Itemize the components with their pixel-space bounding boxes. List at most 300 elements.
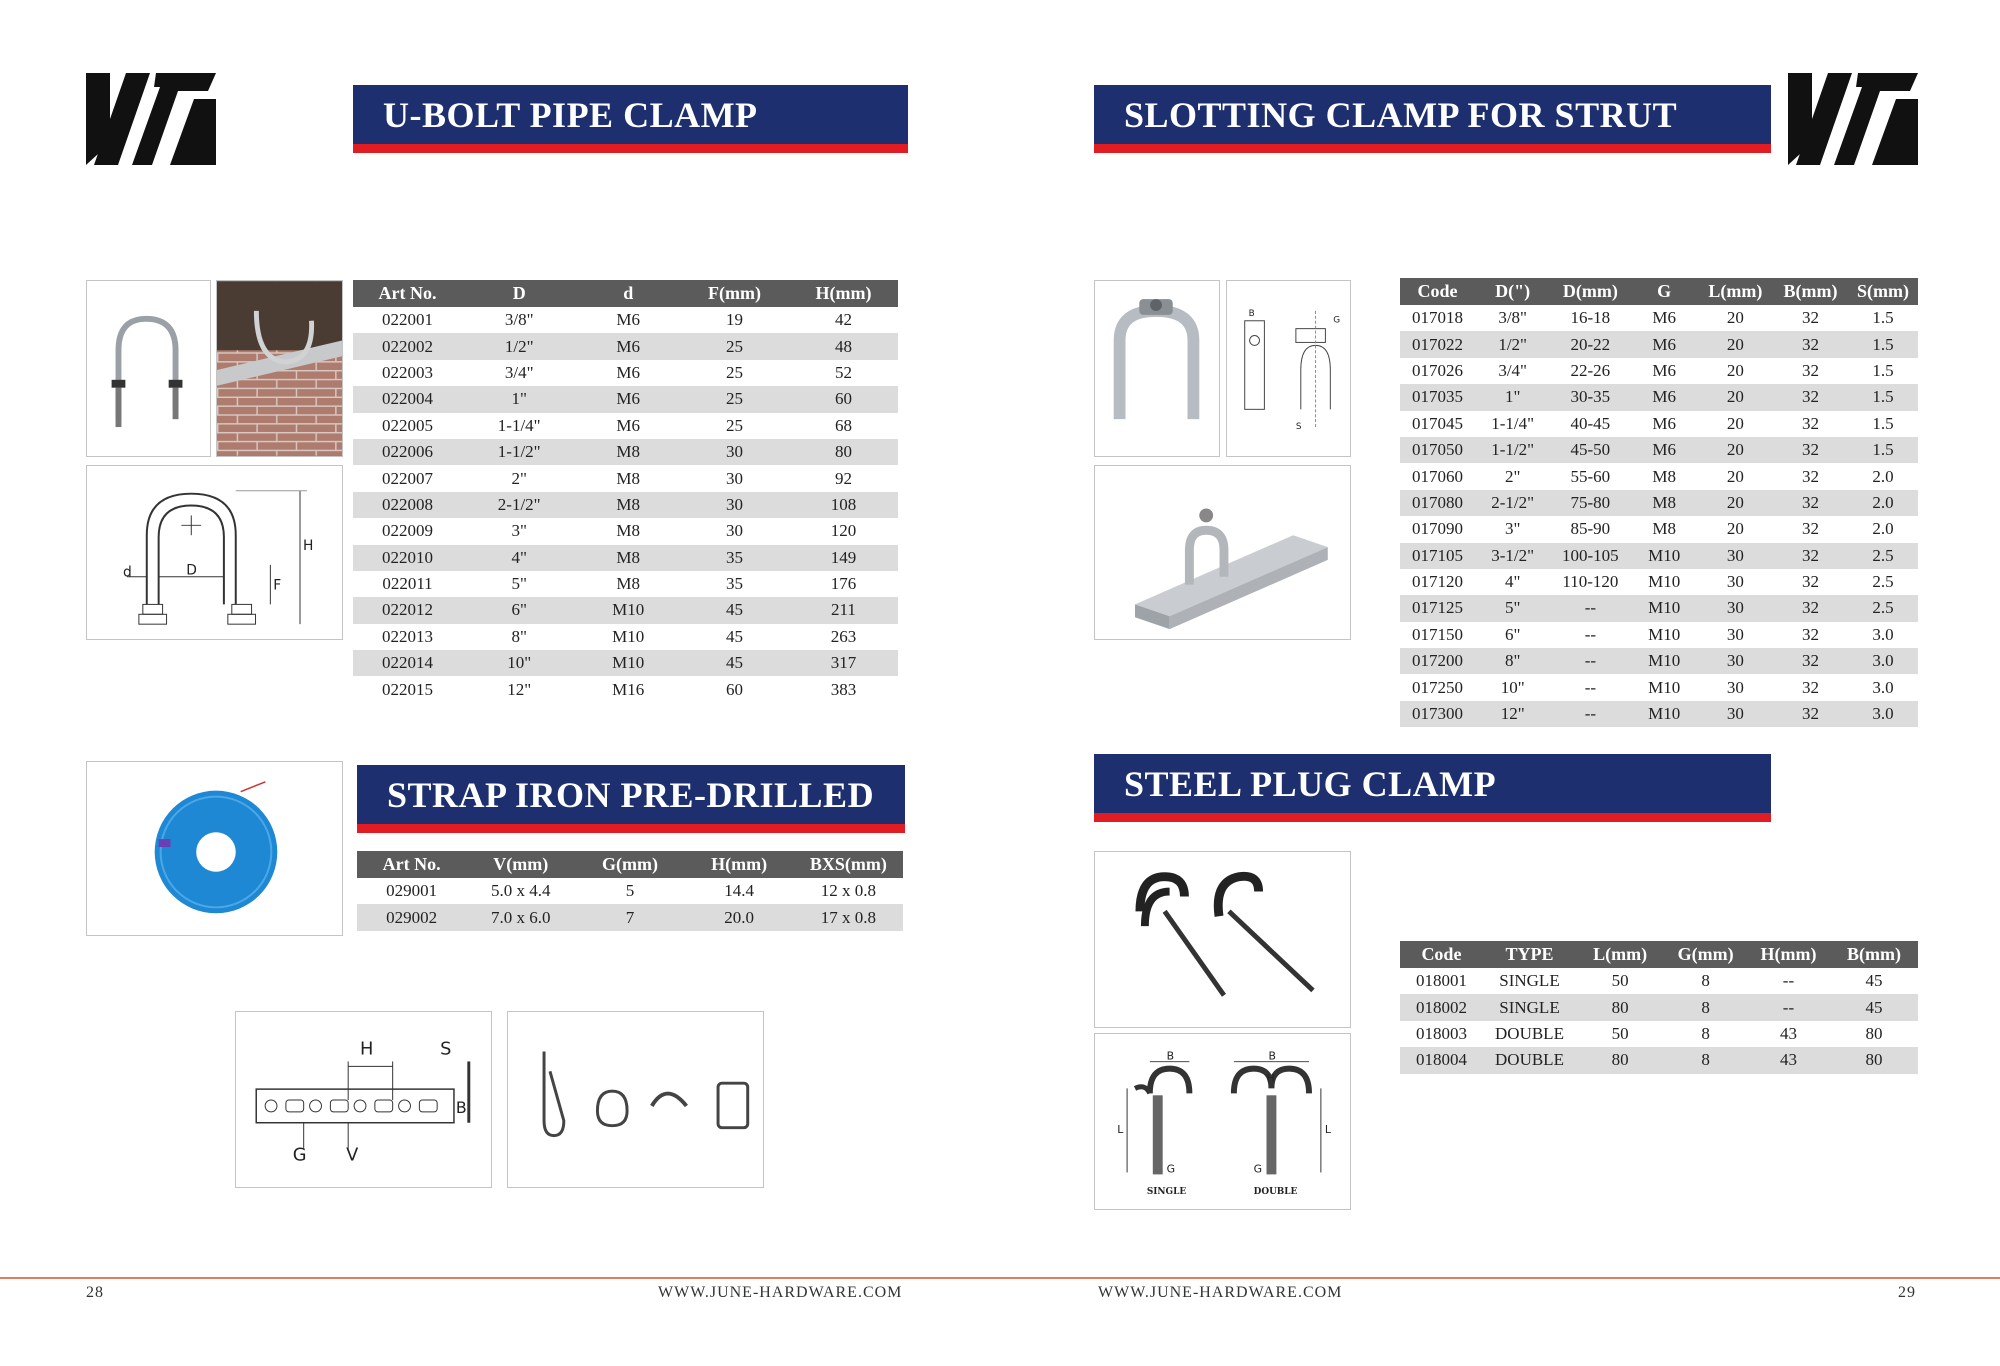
table-cell: 022013 xyxy=(382,626,433,646)
ubolt-section-title: U-BOLT PIPE CLAMP xyxy=(353,85,908,153)
table-cell: 1.5 xyxy=(1872,360,1894,380)
table-row xyxy=(1400,595,1918,621)
table-cell: 317 xyxy=(789,650,898,676)
table-cell: 32 xyxy=(1801,466,1819,486)
table-cell: 108 xyxy=(789,492,898,518)
table-cell: 1/2" xyxy=(1475,331,1550,357)
table-cell: 12 x 0.8 xyxy=(820,881,876,901)
plug-clamp-photo xyxy=(1094,851,1351,1028)
table-cell: SINGLE xyxy=(1499,971,1560,991)
table-cell: 1/2" xyxy=(462,333,576,359)
table-cell: 022003 xyxy=(382,362,433,382)
slotting-label-S: S xyxy=(1295,422,1302,433)
table-cell: 149 xyxy=(789,545,898,571)
table-cell: 022004 xyxy=(353,386,462,412)
table-cell: 1.5 xyxy=(1848,384,1918,410)
table-cell: 45 xyxy=(1865,971,1883,991)
table-cell: 017050 xyxy=(1400,437,1475,463)
strap-label-G: G xyxy=(292,1144,307,1166)
table-cell: M6 xyxy=(1631,384,1698,410)
table-cell: 022015 xyxy=(382,679,433,699)
table-cell: 1-1/2" xyxy=(462,439,576,465)
table-cell: 12" xyxy=(1475,701,1550,727)
column-header: L(mm) xyxy=(1576,941,1664,968)
table-cell: 3/8" xyxy=(1498,308,1527,328)
table-cell: 35 xyxy=(680,545,789,571)
column-header: G(mm) xyxy=(575,851,684,878)
table-cell: M8 xyxy=(576,545,680,571)
table-row xyxy=(353,545,898,571)
table-cell: M10 xyxy=(1648,572,1681,592)
table-cell: 3.0 xyxy=(1848,701,1918,727)
column-header: H(mm) xyxy=(685,851,794,878)
column-header: D(") xyxy=(1475,278,1550,305)
table-cell: 018001 xyxy=(1415,971,1467,991)
table-cell: 43 xyxy=(1747,1047,1830,1073)
table-row xyxy=(1400,968,1918,994)
plug-label-B-double: B xyxy=(1268,1049,1276,1063)
table-cell: M8 xyxy=(616,468,641,488)
table-cell: 32 xyxy=(1801,519,1819,539)
table-cell: 75-80 xyxy=(1550,490,1630,516)
ubolt-label-F: F xyxy=(273,577,282,594)
table-cell: 018003 xyxy=(1415,1023,1467,1043)
table-header-row xyxy=(1400,941,1918,968)
table-cell: 017060 xyxy=(1412,466,1464,486)
table-cell: 100-105 xyxy=(1550,543,1630,569)
table-cell: 48 xyxy=(789,333,898,359)
column-header: B(mm) xyxy=(1773,278,1848,305)
table-cell: 25 xyxy=(725,415,743,435)
table-cell: 022010 xyxy=(353,545,462,571)
table-cell: -- xyxy=(1782,971,1795,991)
table-cell: -- xyxy=(1550,595,1630,621)
table-cell: 3/4" xyxy=(504,362,534,382)
table-cell: 17 x 0.8 xyxy=(794,904,903,930)
strap-application-diagram xyxy=(507,1011,764,1188)
table-cell: M8 xyxy=(1652,519,1676,539)
slotting-technical-drawing xyxy=(1226,280,1351,457)
table-cell: 3.0 xyxy=(1848,648,1918,674)
table-cell: M10 xyxy=(1631,543,1698,569)
table-row xyxy=(1400,622,1918,648)
table-row xyxy=(357,878,903,904)
table-cell: 022005 xyxy=(382,415,433,435)
slotting-clamp-photo xyxy=(1094,280,1220,457)
table-cell: 022011 xyxy=(382,574,433,594)
table-row xyxy=(1400,411,1918,437)
table-cell: 60 xyxy=(789,386,898,412)
table-cell: -- xyxy=(1550,701,1630,727)
plug-label-single: SINGLE xyxy=(1146,1187,1187,1198)
table-cell: 1" xyxy=(1475,384,1550,410)
table-cell: 1.5 xyxy=(1872,308,1894,328)
table-cell: 017035 xyxy=(1400,384,1475,410)
column-header: D xyxy=(462,280,576,307)
table-cell: 14.4 xyxy=(724,881,755,901)
table-row xyxy=(353,465,898,491)
plug-label-double: DOUBLE xyxy=(1253,1187,1298,1198)
table-cell: M6 xyxy=(616,310,641,330)
table-cell: 30 xyxy=(1698,595,1773,621)
table-cell: 1.5 xyxy=(1872,413,1894,433)
table-row xyxy=(353,307,898,333)
table-cell: 20 xyxy=(1726,308,1744,328)
table-row xyxy=(1400,543,1918,569)
table-cell: 2.0 xyxy=(1848,490,1918,516)
brand-logo-right xyxy=(1788,73,1918,165)
table-row xyxy=(1400,569,1918,595)
table-cell: 6" xyxy=(462,597,576,623)
table-cell: 5.0 x 4.4 xyxy=(491,881,551,901)
table-cell: 8" xyxy=(511,626,527,646)
table-cell: -- xyxy=(1747,994,1830,1020)
column-header: F(mm) xyxy=(680,280,789,307)
table-cell: 30 xyxy=(1726,624,1744,644)
table-row xyxy=(353,597,898,623)
table-cell: 30 xyxy=(725,521,743,541)
table-cell: 60 xyxy=(725,679,743,699)
page-number-left: 28 xyxy=(86,1284,104,1301)
column-header: H(mm) xyxy=(789,280,898,307)
table-cell: 176 xyxy=(830,574,857,594)
table-cell: 017022 xyxy=(1400,331,1475,357)
column-header: BXS(mm) xyxy=(794,851,903,878)
table-header-row xyxy=(357,851,903,878)
table-cell: 2.5 xyxy=(1848,543,1918,569)
table-row xyxy=(1400,648,1918,674)
table-cell: 20 xyxy=(1726,466,1744,486)
table-cell: 30 xyxy=(1726,677,1744,697)
table-cell: 20 xyxy=(1726,519,1744,539)
table-cell: 45 xyxy=(725,626,743,646)
table-row xyxy=(353,386,898,412)
table-cell: M8 xyxy=(576,439,680,465)
table-cell: 30 xyxy=(725,468,743,488)
table-row xyxy=(353,676,898,702)
table-cell: 32 xyxy=(1801,308,1819,328)
table-cell: 20 xyxy=(1698,490,1773,516)
table-cell: 017018 xyxy=(1412,308,1464,328)
table-cell: 80 xyxy=(1865,1023,1883,1043)
column-header: Art No. xyxy=(357,851,466,878)
table-cell: 3.0 xyxy=(1872,624,1894,644)
table-cell: 022008 xyxy=(353,492,462,518)
table-cell: 2-1/2" xyxy=(462,492,576,518)
table-cell: 20 xyxy=(1726,413,1744,433)
table-cell: 383 xyxy=(830,679,857,699)
table-cell: M6 xyxy=(616,415,641,435)
table-row xyxy=(353,333,898,359)
table-cell: 32 xyxy=(1801,572,1819,592)
table-cell: M8 xyxy=(616,574,641,594)
table-cell: 029002 xyxy=(357,904,466,930)
table-cell: 8" xyxy=(1475,648,1550,674)
table-cell: 8 xyxy=(1664,1047,1747,1073)
table-cell: 32 xyxy=(1773,331,1848,357)
table-cell: 1" xyxy=(462,386,576,412)
ubolt-photo xyxy=(86,280,211,457)
table-cell: 43 xyxy=(1779,1023,1797,1043)
table-cell: 2.5 xyxy=(1848,595,1918,621)
slotting-label-B: B xyxy=(1248,308,1255,319)
table-cell: M8 xyxy=(616,521,641,541)
table-cell: 25 xyxy=(680,333,789,359)
table-cell: 3" xyxy=(1504,519,1521,539)
ubolt-dimension-diagram xyxy=(86,465,343,640)
website-right: WWW.JUNE-HARDWARE.COM xyxy=(1098,1284,1343,1301)
table-cell: 2" xyxy=(1504,466,1521,486)
table-cell: M8 xyxy=(1631,490,1698,516)
table-cell: 20 xyxy=(1698,384,1773,410)
table-cell: 32 xyxy=(1773,648,1848,674)
brand-logo-left xyxy=(86,73,216,165)
ubolt-spec-table xyxy=(353,280,898,703)
table-cell: 32 xyxy=(1773,543,1848,569)
table-row xyxy=(1400,490,1918,516)
table-cell: 45 xyxy=(680,650,789,676)
table-cell: 5 xyxy=(625,881,635,901)
table-row xyxy=(1400,994,1918,1020)
table-row xyxy=(353,571,898,597)
table-row xyxy=(1400,437,1918,463)
table-cell: 50 xyxy=(1611,971,1629,991)
table-cell: M6 xyxy=(616,362,641,382)
table-cell: 017045 xyxy=(1412,413,1464,433)
table-cell: 7 xyxy=(575,904,684,930)
table-cell: 1-1/4" xyxy=(1491,413,1535,433)
table-cell: 3-1/2" xyxy=(1475,543,1550,569)
table-cell: 263 xyxy=(830,626,857,646)
table-cell: 2.0 xyxy=(1872,519,1894,539)
slotting-label-G: G xyxy=(1333,315,1341,326)
table-row xyxy=(1400,674,1918,700)
table-cell: 32 xyxy=(1773,437,1848,463)
table-row xyxy=(1400,384,1918,410)
plug-label-L-double: L xyxy=(1324,1122,1331,1136)
table-cell: 92 xyxy=(834,468,852,488)
table-row xyxy=(1400,331,1918,357)
plug-label-G-double: G xyxy=(1253,1162,1263,1176)
table-cell: 017150 xyxy=(1412,624,1464,644)
table-cell: 017125 xyxy=(1400,595,1475,621)
plug-label-H: H xyxy=(1266,1071,1275,1085)
table-cell: 30 xyxy=(680,492,789,518)
table-cell: 40-45 xyxy=(1570,413,1611,433)
table-cell: M10 xyxy=(612,626,645,646)
table-cell: M10 xyxy=(1631,701,1698,727)
table-cell: 55-60 xyxy=(1570,466,1611,486)
table-cell: 25 xyxy=(725,362,743,382)
table-cell: 8 xyxy=(1664,994,1747,1020)
slotting-spec-table xyxy=(1400,278,1918,727)
table-cell: 2" xyxy=(511,468,527,488)
table-cell: 2-1/2" xyxy=(1475,490,1550,516)
table-row xyxy=(353,492,898,518)
table-cell: 2.0 xyxy=(1872,466,1894,486)
table-cell: 32 xyxy=(1801,624,1819,644)
table-cell: 018004 xyxy=(1400,1047,1483,1073)
plug-label-B-single: B xyxy=(1166,1049,1175,1063)
table-cell: 68 xyxy=(834,415,852,435)
table-cell: 32 xyxy=(1801,413,1819,433)
table-cell: 30 xyxy=(1698,648,1773,674)
table-cell: 45-50 xyxy=(1550,437,1630,463)
table-cell: 1-1/4" xyxy=(497,415,541,435)
strap-iron-roll-photo xyxy=(86,761,343,936)
table-cell: M10 xyxy=(1648,677,1681,697)
table-row xyxy=(353,360,898,386)
table-cell: 3/4" xyxy=(1498,360,1527,380)
table-cell: 12" xyxy=(507,679,532,699)
table-cell: 017105 xyxy=(1400,543,1475,569)
table-cell: 018002 xyxy=(1400,994,1483,1020)
plug-section-title: STEEL PLUG CLAMP xyxy=(1094,754,1771,822)
table-cell: -- xyxy=(1584,624,1597,644)
table-cell: 017090 xyxy=(1412,519,1464,539)
table-cell: 30 xyxy=(680,439,789,465)
table-row xyxy=(1400,305,1918,331)
column-header: S(mm) xyxy=(1848,278,1918,305)
table-cell: 80 xyxy=(1576,1047,1664,1073)
table-header-row xyxy=(1400,278,1918,305)
table-row xyxy=(357,904,903,930)
plug-label-L-single: L xyxy=(1117,1122,1124,1136)
table-cell: 30-35 xyxy=(1550,384,1630,410)
strap-label-B: B xyxy=(455,1097,467,1117)
table-row xyxy=(1400,358,1918,384)
table-cell: 52 xyxy=(834,362,852,382)
table-cell: M8 xyxy=(1652,466,1676,486)
table-cell: 32 xyxy=(1773,701,1848,727)
table-cell: M10 xyxy=(576,597,680,623)
table-cell: 022001 xyxy=(382,310,433,330)
table-cell: 45 xyxy=(680,597,789,623)
table-cell: M6 xyxy=(1631,331,1698,357)
table-cell: M6 xyxy=(1652,413,1676,433)
column-header: V(mm) xyxy=(466,851,575,878)
table-cell: M10 xyxy=(1631,648,1698,674)
website-left: WWW.JUNE-HARDWARE.COM xyxy=(658,1284,903,1301)
ubolt-label-D: D xyxy=(186,562,197,579)
table-cell: M6 xyxy=(1631,437,1698,463)
table-cell: 7.0 x 6.0 xyxy=(466,904,575,930)
table-cell: 017200 xyxy=(1400,648,1475,674)
table-cell: 10" xyxy=(462,650,576,676)
column-header: D(mm) xyxy=(1550,278,1630,305)
table-cell: 1-1/2" xyxy=(1475,437,1550,463)
strap-label-H: H xyxy=(360,1038,374,1060)
table-cell: 110-120 xyxy=(1562,572,1619,592)
table-cell: DOUBLE xyxy=(1495,1023,1564,1043)
table-cell: M6 xyxy=(576,386,680,412)
slotting-section-title: SLOTTING CLAMP FOR STRUT xyxy=(1094,85,1771,153)
table-cell: 120 xyxy=(830,521,857,541)
table-row xyxy=(1400,1021,1918,1047)
table-cell: 022014 xyxy=(353,650,462,676)
table-cell: 32 xyxy=(1801,677,1819,697)
table-cell: -- xyxy=(1550,648,1630,674)
table-row xyxy=(353,413,898,439)
ubolt-installation-photo xyxy=(216,280,343,457)
strap-spec-table xyxy=(357,851,903,931)
table-cell: M8 xyxy=(576,492,680,518)
table-cell: 32 xyxy=(1773,595,1848,621)
table-cell: M10 xyxy=(576,650,680,676)
table-cell: 1.5 xyxy=(1848,437,1918,463)
table-cell: 20 xyxy=(1698,331,1773,357)
table-cell: 2.5 xyxy=(1872,572,1894,592)
table-row xyxy=(1400,701,1918,727)
table-cell: 22-26 xyxy=(1570,360,1611,380)
table-cell: 20 xyxy=(1698,437,1773,463)
table-cell: 45 xyxy=(1830,994,1918,1020)
table-cell: 80 xyxy=(789,439,898,465)
table-cell: 017300 xyxy=(1400,701,1475,727)
page-number-right: 29 xyxy=(1898,1284,1916,1301)
table-cell: 022006 xyxy=(353,439,462,465)
strap-label-S: S xyxy=(440,1038,452,1060)
table-cell: 017080 xyxy=(1400,490,1475,516)
table-cell: 30 xyxy=(1698,543,1773,569)
table-cell: 017120 xyxy=(1412,572,1464,592)
table-cell: 35 xyxy=(725,574,743,594)
column-header: d xyxy=(576,280,680,307)
table-cell: 022002 xyxy=(353,333,462,359)
table-cell: 20.0 xyxy=(685,904,794,930)
slotting-strut-photo xyxy=(1094,465,1351,640)
table-cell: 1.5 xyxy=(1848,331,1918,357)
column-header: Art No. xyxy=(353,280,462,307)
column-header: L(mm) xyxy=(1698,278,1773,305)
column-header: TYPE xyxy=(1483,941,1576,968)
table-cell: 4" xyxy=(1504,572,1521,592)
table-cell: 022007 xyxy=(382,468,433,488)
table-cell: M6 xyxy=(1652,360,1676,380)
table-cell: 42 xyxy=(834,310,852,330)
table-row xyxy=(353,650,898,676)
table-cell: 20 xyxy=(1726,360,1744,380)
table-cell: DOUBLE xyxy=(1483,1047,1576,1073)
table-row xyxy=(353,439,898,465)
table-cell: M10 xyxy=(1648,624,1681,644)
footer-divider xyxy=(0,1277,2000,1279)
table-row xyxy=(1400,516,1918,542)
table-cell: M6 xyxy=(576,333,680,359)
table-cell: -- xyxy=(1584,677,1597,697)
column-header: Code xyxy=(1400,941,1483,968)
column-header: H(mm) xyxy=(1747,941,1830,968)
table-cell: M16 xyxy=(612,679,645,699)
table-cell: 30 xyxy=(1726,572,1744,592)
table-cell: 5" xyxy=(1475,595,1550,621)
table-header-row xyxy=(353,280,898,307)
table-cell: 211 xyxy=(789,597,898,623)
plug-spec-table xyxy=(1400,941,1918,1074)
table-cell: 10" xyxy=(1500,677,1525,697)
table-cell: 017026 xyxy=(1412,360,1464,380)
table-cell: 20-22 xyxy=(1550,331,1630,357)
plug-clamp-dimension-diagram xyxy=(1094,1033,1351,1210)
table-row xyxy=(1400,463,1918,489)
table-cell: 19 xyxy=(725,310,743,330)
table-cell: 6" xyxy=(1504,624,1521,644)
column-header: Code xyxy=(1400,278,1475,305)
table-cell: 022009 xyxy=(382,521,433,541)
table-cell: 32 xyxy=(1773,384,1848,410)
table-cell: M10 xyxy=(1631,595,1698,621)
table-row xyxy=(353,624,898,650)
